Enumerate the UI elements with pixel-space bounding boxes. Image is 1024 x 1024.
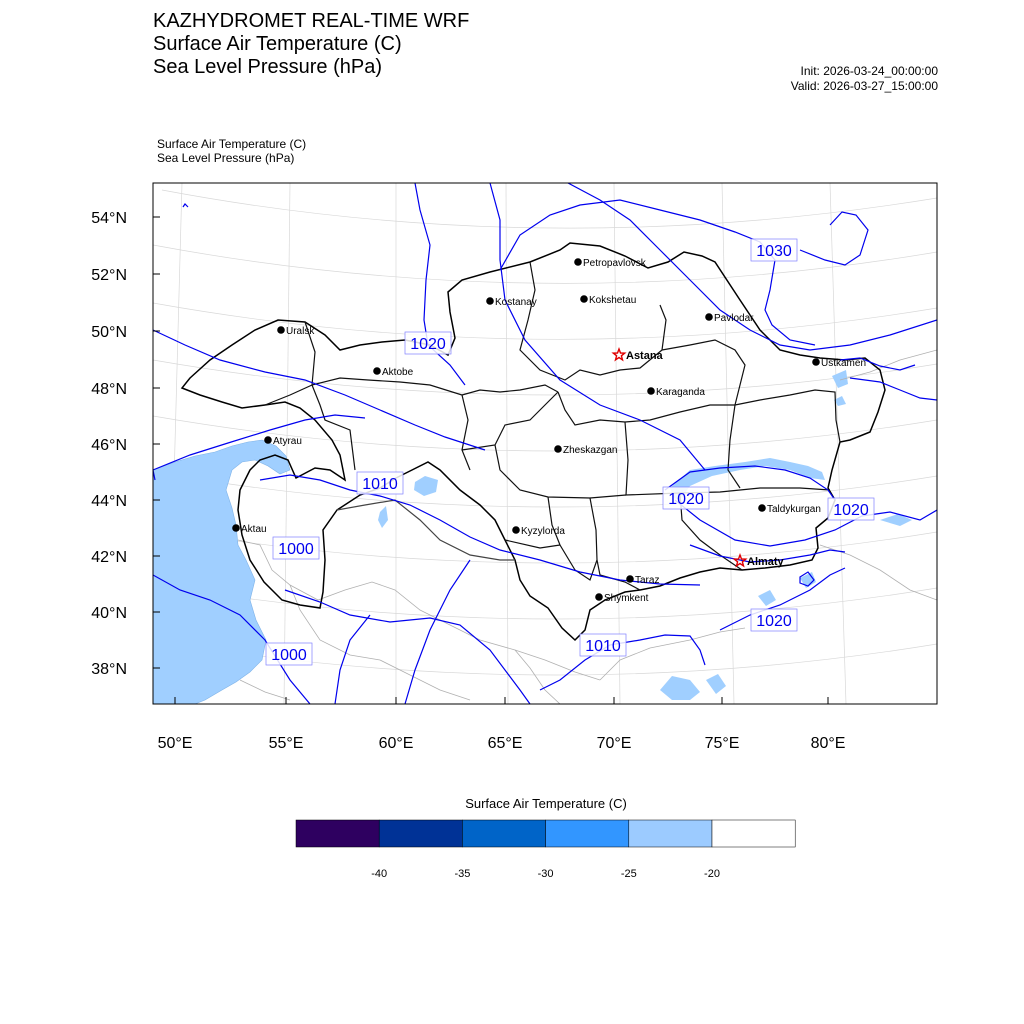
aral-patch [414, 476, 438, 496]
city-name: Petropavlovsk [583, 258, 646, 269]
lon-label: 70°E [596, 735, 632, 752]
capital-star-icon [613, 349, 624, 360]
valid-time: Valid: 2026-03-27_15:00:00 [790, 79, 938, 93]
city-dot-icon [373, 367, 381, 375]
svg-text:1020: 1020 [668, 491, 704, 508]
colorbar-tick-label: -40 [371, 868, 388, 880]
city-marker [758, 504, 821, 515]
aral-patch-2 [378, 506, 388, 528]
city-dot-icon [574, 258, 582, 266]
city-marker [554, 445, 617, 456]
isobar-label [357, 472, 403, 494]
city-layer [232, 258, 866, 604]
city-name: Taraz [635, 575, 660, 586]
turkmen-border [337, 500, 515, 560]
city-dot-icon [554, 445, 562, 453]
isobar-label [580, 634, 626, 656]
lat-label: 42°N [91, 549, 127, 566]
city-name: Zheskazgan [563, 445, 618, 456]
city-dot-icon [626, 575, 634, 583]
city-marker [232, 524, 266, 535]
map-content [153, 183, 937, 704]
city-dot-icon [812, 358, 820, 366]
svg-text:1010: 1010 [362, 476, 398, 493]
lat-label: 44°N [91, 493, 127, 510]
city-dot-icon [758, 504, 766, 512]
city-dot-icon [595, 593, 603, 601]
city-name: Shymkent [604, 593, 649, 604]
city-name: Ustkamen [821, 358, 867, 369]
svg-text:1030: 1030 [756, 243, 792, 260]
title-line-pressure: Sea Level Pressure (hPa) [153, 56, 383, 78]
city-marker [647, 387, 705, 398]
city-marker [705, 313, 754, 324]
lat-label: 48°N [91, 381, 127, 398]
city-name: Atyrau [273, 436, 302, 447]
svg-text:1020: 1020 [833, 502, 869, 519]
region-boundaries [265, 262, 840, 590]
city-name: Pavlodar [714, 313, 754, 324]
colorbar-swatch [546, 820, 629, 847]
svg-text:1020: 1020 [410, 336, 446, 353]
city-marker [595, 593, 648, 604]
city-dot-icon [647, 387, 655, 395]
city-name: Aktobe [382, 367, 414, 378]
isobar-label [828, 498, 874, 520]
lat-label: 46°N [91, 437, 127, 454]
lon-label: 55°E [268, 735, 304, 752]
colorbar-swatch [712, 820, 795, 847]
init-time: Init: 2026-03-24_00:00:00 [800, 64, 938, 78]
isobar-label [405, 332, 451, 354]
colorbar-tick-label: -35 [454, 868, 471, 880]
lon-label: 50°E [157, 735, 193, 752]
city-dot-icon [277, 326, 285, 334]
colorbar-swatch [379, 820, 462, 847]
lon-label: 75°E [704, 735, 740, 752]
isobar-label [273, 537, 319, 559]
city-dot-icon [486, 297, 494, 305]
city-name: Kostanay [495, 297, 537, 308]
city-name: Aktau [241, 524, 267, 535]
colorbar-tick-label: -20 [704, 868, 720, 880]
lat-label: 50°N [91, 324, 127, 341]
city-name: Karaganda [656, 387, 705, 398]
colorbar-swatch [629, 820, 712, 847]
city-name: Uralsk [286, 326, 315, 337]
city-name: Astana [626, 350, 663, 362]
lat-label: 54°N [91, 210, 127, 227]
svg-text:1000: 1000 [271, 647, 307, 664]
city-name: Taldykurgan [767, 504, 821, 515]
city-marker [277, 326, 315, 337]
city-marker [486, 297, 537, 308]
colorbar-tick-label: -30 [537, 868, 554, 880]
colorbar-swatch [296, 820, 379, 847]
city-dot-icon [580, 295, 588, 303]
city-marker [626, 575, 659, 586]
isobar-label [751, 609, 797, 631]
city-marker [734, 555, 784, 568]
colorbar-tick-label: -25 [620, 868, 637, 880]
city-dot-icon [705, 313, 713, 321]
colorbar-swatch [462, 820, 545, 847]
city-marker [373, 367, 413, 378]
svg-text:1010: 1010 [585, 638, 621, 655]
colorbar-title: Surface Air Temperature (C) [465, 796, 627, 811]
lon-label: 80°E [810, 735, 846, 752]
colorbar [296, 796, 795, 880]
city-name: Almaty [747, 556, 784, 568]
city-dot-icon [264, 436, 272, 444]
main-title: KAZHYDROMET REAL-TIME WRF [153, 10, 470, 32]
city-marker [613, 349, 663, 362]
subtitle-temperature: Surface Air Temperature (C) [157, 137, 307, 151]
city-marker [574, 258, 647, 269]
title-line-temperature: Surface Air Temperature (C) [153, 33, 402, 55]
city-marker [580, 295, 636, 306]
subtitle-pressure: Sea Level Pressure (hPa) [157, 151, 295, 165]
isobar-label [663, 487, 709, 509]
svg-text:1020: 1020 [756, 613, 792, 630]
isobar-label [751, 239, 797, 261]
city-name: Kyzylorda [521, 526, 565, 537]
svg-text:1000: 1000 [278, 541, 314, 558]
lat-label: 40°N [91, 605, 127, 622]
city-dot-icon [232, 524, 240, 532]
city-name: Kokshetau [589, 295, 637, 306]
city-dot-icon [512, 526, 520, 534]
lat-label: 52°N [91, 267, 127, 284]
lat-label: 38°N [91, 661, 127, 678]
lon-label: 65°E [487, 735, 523, 752]
city-marker [812, 358, 866, 369]
isobar-label [266, 643, 312, 665]
city-marker [512, 526, 565, 537]
lon-label: 60°E [378, 735, 414, 752]
